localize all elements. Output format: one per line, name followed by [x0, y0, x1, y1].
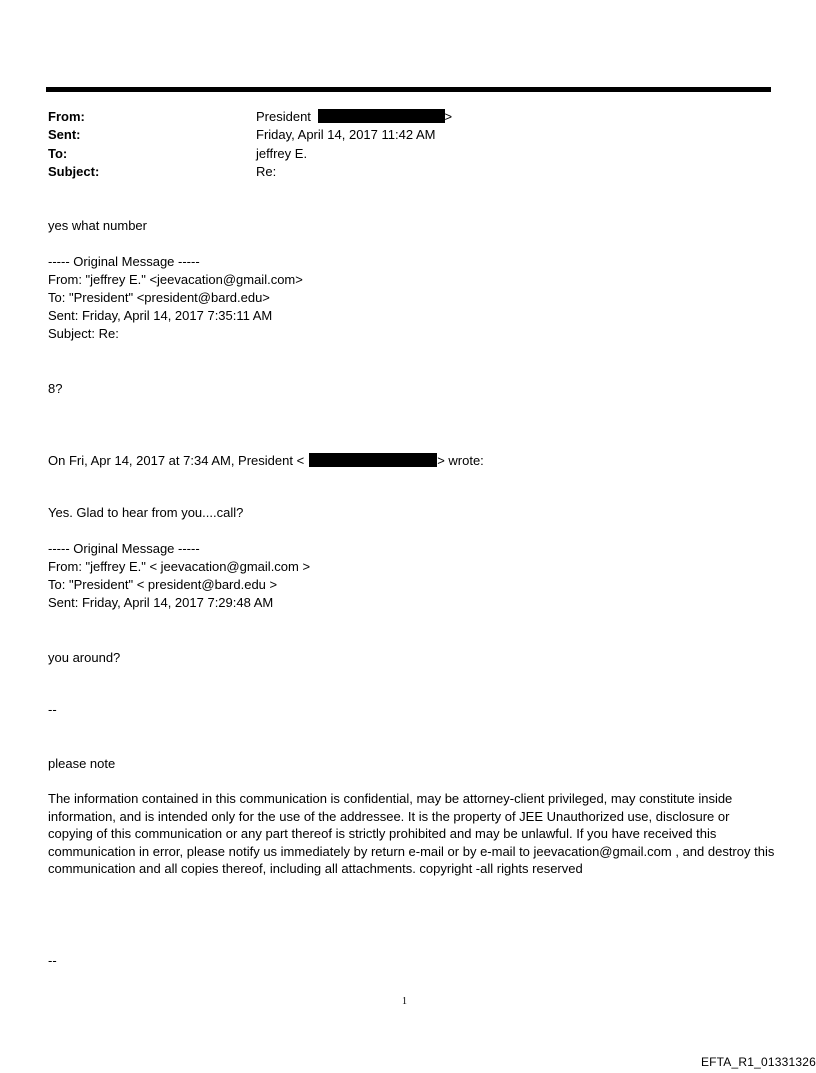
original-from: From: "jeffrey E." <jeevacation@gmail.com>: [48, 272, 303, 287]
reply-text: yes what number: [48, 218, 147, 233]
note-heading: please note: [48, 756, 116, 771]
original-message-divider: ----- Original Message -----: [48, 541, 200, 556]
from-label: From:: [48, 109, 85, 124]
quote-intro-suffix: > wrote:: [437, 453, 484, 468]
original-to: To: "President" <president@bard.edu>: [48, 290, 270, 305]
original-from: From: "jeffrey E." < jeevacation@gmail.com >: [48, 559, 311, 574]
message-text: 8?: [48, 381, 63, 396]
original-to: To: "President" < president@bard.edu >: [48, 577, 278, 592]
bates-number: EFTA_R1_01331326: [700, 1055, 816, 1069]
subject-value: Re:: [256, 164, 277, 179]
signature-separator: --: [48, 953, 57, 968]
header-rule: [46, 87, 771, 92]
original-sent: Sent: Friday, April 14, 2017 7:29:48 AM: [48, 595, 274, 610]
confidentiality-disclaimer: The information contained in this communication is confidential, may be attorney-client privileged, may constitute inside information, and is intended only for the use of the addressee. It is the property of JEE Unauthorized use, disclosure or copying of this communication or any part thereof is strictly prohibited and may be unlawful. If you have received this communication in error, please notify us immediately by return e-mail or by e-mail to jeevacation@gmail.com , and destroy this communication and all copies thereof, including all attachments. copyright -all rights reserved: [48, 791, 775, 876]
quote-intro: [48, 452, 484, 469]
signature-separator: --: [48, 702, 57, 717]
from-value: [256, 108, 452, 125]
from-suffix: >: [444, 109, 453, 124]
message-text: Yes. Glad to hear from you....call?: [48, 505, 244, 520]
redaction-box: [309, 453, 437, 467]
to-label: To:: [48, 146, 68, 161]
redaction-box: [318, 109, 445, 123]
from-name: President: [256, 109, 311, 124]
sent-label: Sent:: [48, 127, 81, 142]
message-text: you around?: [48, 650, 121, 665]
original-subject: Subject: Re:: [48, 326, 119, 341]
subject-label: Subject:: [48, 164, 100, 179]
page-number: 1: [402, 996, 407, 1007]
quote-intro-prefix: On Fri, Apr 14, 2017 at 7:34 AM, President <: [48, 453, 305, 468]
original-message-divider: ----- Original Message -----: [48, 254, 200, 269]
original-sent: Sent: Friday, April 14, 2017 7:35:11 AM: [48, 308, 273, 323]
sent-value: Friday, April 14, 2017 11:42 AM: [256, 127, 436, 142]
to-value: jeffrey E.: [256, 146, 308, 161]
